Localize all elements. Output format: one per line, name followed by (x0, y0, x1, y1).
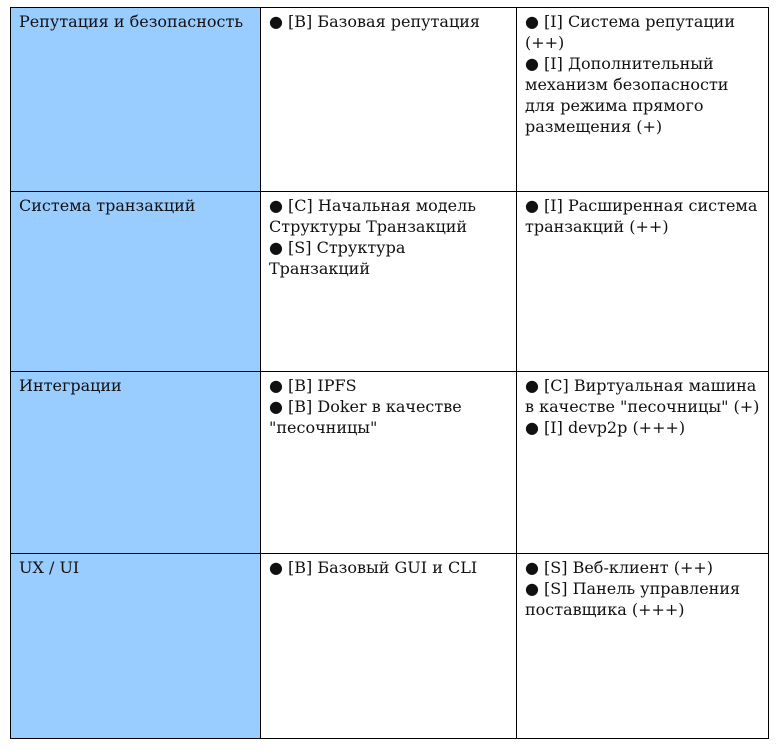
base-features-cell (261, 554, 517, 739)
extended-features-cell (517, 372, 769, 554)
list-item: ● [B] Базовый GUI и CLI (269, 558, 478, 577)
category-cell (11, 192, 261, 372)
base-features-cell (261, 372, 517, 554)
category-cell (11, 8, 261, 192)
table-row (11, 554, 769, 739)
extended-features-cell (517, 554, 769, 739)
table-row (11, 372, 769, 554)
list-item: ● [S] Веб-клиент (++) (525, 558, 714, 577)
list-item: ● [I] devp2p (+++) (525, 418, 686, 437)
category-label: Система транзакций (19, 196, 196, 215)
list-item: ● [B] Doker в качестве "песочницы" (269, 397, 462, 437)
list-item: ● [S] Панель управления поставщика (+++) (525, 579, 741, 619)
extended-features-cell (517, 192, 769, 372)
table-row (11, 192, 769, 372)
list-item: ● [C] Начальная модель Структуры Транзакций (269, 196, 476, 236)
list-item: ● [S] Структура Транзакций (269, 238, 406, 278)
category-cell (11, 554, 261, 739)
category-label: UX / UI (19, 558, 80, 577)
base-features-cell (261, 192, 517, 372)
extended-features-cell (517, 8, 769, 192)
list-item: ● [I] Система репутации (++) (525, 12, 735, 52)
category-label: Репутация и безопасность (19, 12, 244, 31)
category-label: Интеграции (19, 376, 122, 395)
table-row (11, 8, 769, 192)
base-features-cell (261, 8, 517, 192)
category-cell (11, 372, 261, 554)
roadmap-table (10, 7, 769, 739)
list-item: ● [I] Дополнительный механизм безопасности для режима прямого размещения (+) (525, 54, 729, 136)
list-item: ● [B] Базовая репутация (269, 12, 480, 31)
list-item: ● [B] IPFS (269, 376, 357, 395)
list-item: ● [I] Расширенная система транзакций (++) (525, 196, 758, 236)
list-item: ● [C] Виртуальная машина в качестве "песочницы" (+) (525, 376, 760, 416)
